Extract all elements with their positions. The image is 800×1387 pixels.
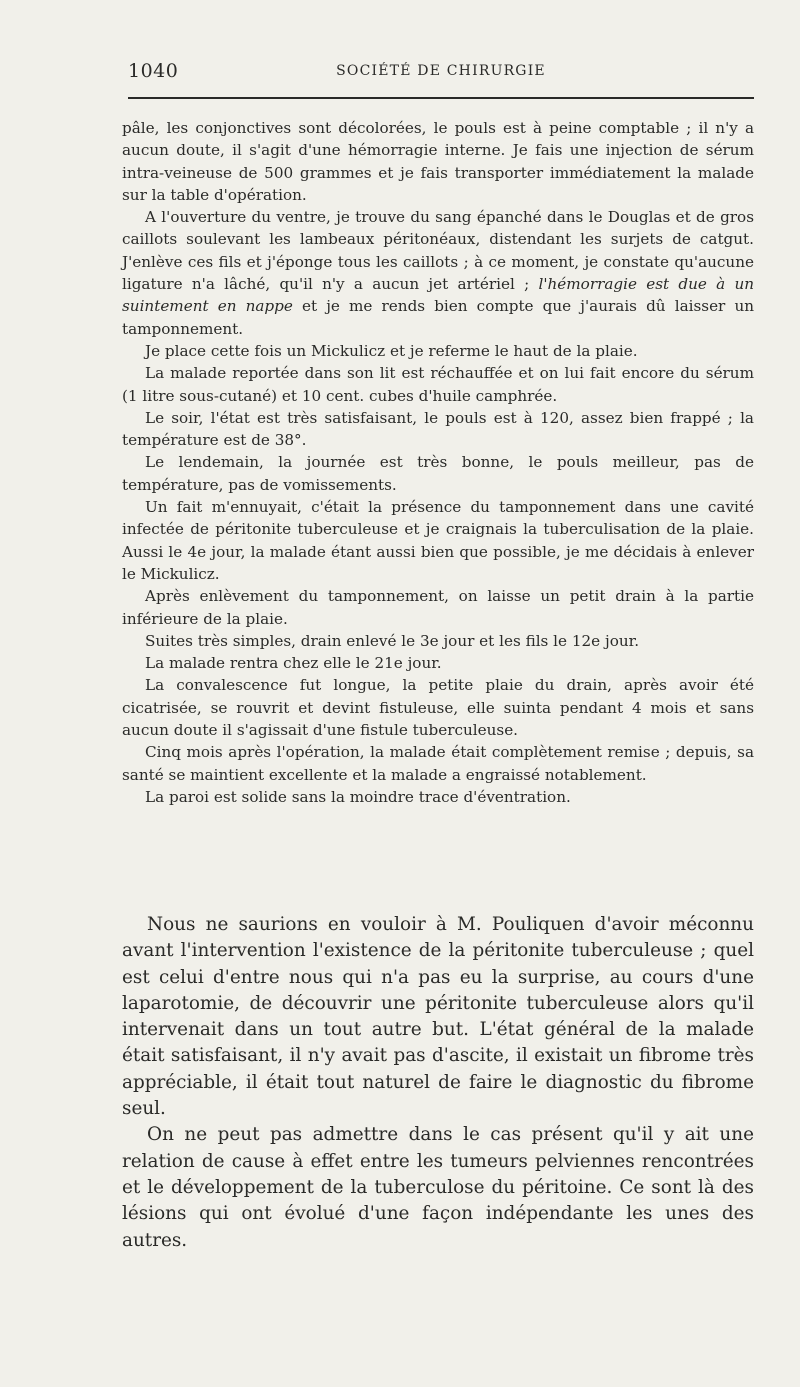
case-report [122, 117, 754, 808]
report-paragraph: Suites très simples, drain enlevé le 3e jour et les fils le 12e jour. [145, 631, 640, 650]
report-paragraph: La convalescence fut longue, la petite plaie du drain, après avoir été cicatrisée, se rouvrit et devint fistuleuse, elle suinta pendant 4 mois et sans aucun doute il s'agissait d'une fistule tuberculeuse. [122, 676, 754, 740]
running-head [128, 58, 754, 88]
report-paragraph: pâle, les conjonctives sont décolorées, le pouls est à peine comptable ; il n'y a aucun doute, il s'agit d'une hémorragie interne. Je fais une injection de sérum intra-veineuse de 500 grammes et je fais transporter immédiatement la malade sur la table d'opération. [122, 119, 754, 204]
report-text: A l'ouverture du ventre, je trouve du sang épanché dans le Douglas et de gros caillots soulevant les lambeaux péritonéaux, distendant les surjets de catgut. J'enlève ces fils et j'éponge tous les caillots ; à ce moment, je constate qu'aucune ligature n'a lâché, qu'il n'y a aucun jet artériel ; [122, 208, 754, 294]
report-text: et je me rends bien compte que j'aurais dû laisser un tamponnement. [122, 297, 755, 338]
report-paragraph: Je place cette fois un Mickulicz et je referme le haut de la plaie. [145, 341, 638, 360]
page-number: 1040 [128, 60, 179, 82]
report-paragraph [122, 206, 754, 340]
journal-title: SOCIÉTÉ DE CHIRURGIE [336, 63, 546, 79]
report-paragraph: Un fait m'ennuyait, c'était la présence du tamponnement dans une cavité infectée de péritonite tuberculeuse et je craignais la tuberculisation de la plaie. Aussi le 4e jour, la malade étant aussi bien que possible, je me décidais à enlever le Mickulicz. [122, 498, 754, 583]
discussion-paragraph: Nous ne saurions en vouloir à M. Pouliquen d'avoir méconnu avant l'intervention l'existence de la péritonite tuberculeuse ; quel est celui d'entre nous qui n'a pas eu la surprise, au cours d'une laparotomie, de découvrir une péritonite tuberculeuse alors qu'il intervenait dans un tout autre but. L'état général de la malade était satisfaisant, il n'y avait pas d'ascite, il existait un fibrome très appréciable, il était tout naturel de faire le diagnostic du fibrome seul. [122, 914, 754, 1120]
discussion [122, 912, 754, 1254]
report-paragraph: Après enlèvement du tamponnement, on laisse un petit drain à la partie inférieure de la plaie. [122, 587, 754, 628]
report-paragraph: La paroi est solide sans la moindre trace d'éventration. [145, 787, 571, 806]
report-paragraph: La malade rentra chez elle le 21e jour. [145, 654, 442, 673]
report-paragraph: Le lendemain, la journée est très bonne, le pouls meilleur, pas de température, pas de vomissements. [122, 453, 754, 494]
report-paragraph: Le soir, l'état est très satisfaisant, le pouls est à 120, assez bien frappé ; la température est de 38°. [122, 408, 754, 450]
emphasis-text: l'hémorragie est due à un suintement en nappe [122, 275, 755, 316]
report-paragraph: La malade reportée dans son lit est réchauffée et on lui fait encore du sérum (1 litre sous-cutané) et 10 cent. cubes d'huile camphrée. [122, 364, 754, 405]
report-paragraph: Cinq mois après l'opération, la malade était complètement remise ; depuis, sa santé se maintient excellente et la malade a engraissé notablement. [122, 743, 754, 784]
discussion-paragraph: On ne peut pas admettre dans le cas présent qu'il y ait une relation de cause à effet entre les tumeurs pelviennes rencontrées et le développement de la tuberculose du péritoine. Ce sont là des lésions qui ont évolué d'une façon indépendante les unes des autres. [122, 1124, 754, 1251]
header-rule [128, 97, 754, 99]
